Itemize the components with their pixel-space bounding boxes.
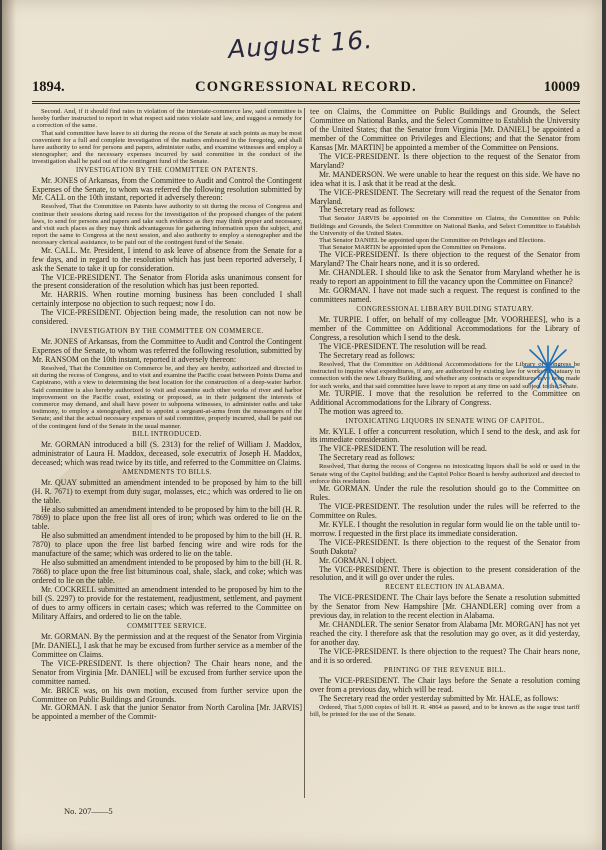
paragraph: The Secretary read as follows: <box>319 453 415 463</box>
paragraph: The VICE-PRESIDENT. Is there objection to the request of the Senator from South Dakota? <box>310 537 580 556</box>
paragraph: He also submitted an amendment intended to be proposed by him to the bill (H. R. 7870) to place upon the free list barbed fencing wire and wire rods for the manufacture of the same; which was ordered to lie on the table. <box>32 531 302 559</box>
paragraph: Mr. KYLE. I offer a concurrent resolution, which I send to the desk, and ask for its immediate consideration. <box>310 426 580 445</box>
section-heading: BILL INTRODUCED. <box>132 430 202 438</box>
paragraph: The VICE-PRESIDENT. The Chair lays before the Senate a resolution submitted by the Senator from New Hampshire [Mr. CHANDLER] coming over from a previous day, in relation to the recent election in Alabama. <box>310 593 580 621</box>
section-heading: RECENT ELECTION IN ALABAMA. <box>385 584 505 592</box>
paragraph: The VICE-PRESIDENT. There is objection to the present consideration of the resolution, and it will go over under the rules. <box>310 564 580 583</box>
paragraph: The Secretary read as follows: <box>319 205 415 215</box>
paragraph: He also submitted an amendment intended to be proposed by him to the bill (H. R. 7868) to place upon the free list bituminous coal, shale, slack, and coke; which was ordered to lie on the table. <box>32 558 302 586</box>
left-text-column <box>32 108 302 722</box>
page-fold-shadow <box>2 0 16 850</box>
section-heading: INVESTIGATION BY THE COMMITTEE ON COMMERCE. <box>70 328 264 336</box>
resolution-text: Ordered, That 5,000 copies of bill H. R. 4864 as passed, and to be known as the sugar trust tariff bill, be printed for the use of the Senate. <box>310 703 580 719</box>
paragraph: He also submitted an amendment intended to be proposed by him to the bill (H. R. 7869) to place upon the free list all ores of iron; which was ordered to lie on the table. <box>32 504 302 532</box>
handwritten-date-note: August 16. <box>227 24 375 65</box>
column-divider <box>304 108 305 798</box>
resolution-text: Resolved, That the Committee on Patents have authority to sit during the recess of Congress and continue their sessions during said recess for the investigation of the proposed changes of the patent laws, to send for persons and papers and take such evidence as they may think proper and necessary, and visit such places as they may think advantageous for gathering information upon the subject, and report the same to Congress at the next session, and also authority to employ a stenographer and the necessary clerical assistance, to be paid out of the contingent fund of the Senate. <box>32 203 302 247</box>
section-heading: INTOXICATING LIQUORS IN SENATE WING OF CAPITOL. <box>345 417 545 425</box>
resolution-text: Second. And, if it should find rates in violation of the interstate-commerce law, said committee is hereby further instructed to report in what respect said rates violate said law, and suggest a remedy for a correction of the same. <box>32 108 302 130</box>
paragraph: Mr. JONES of Arkansas, from the Committee to Audit and Control the Contingent Expenses of the Senate, to whom was referred the following resolution, submitted by Mr. RANSOM on the 10th instant, reported it adversely thereon: <box>32 337 302 365</box>
paragraph: The VICE-PRESIDENT. The Senator from Florida asks unanimous consent for the present consideration of the resolution which has just been reported. <box>32 272 302 291</box>
resolution-text: That Senator MARTIN be appointed upon the Committee on Pensions. <box>319 244 507 252</box>
paragraph: Mr. GORMAN. I object. <box>319 555 398 565</box>
page-footer: No. 207——5 <box>64 806 113 816</box>
paragraph: The VICE-PRESIDENT. Is there objection? The Chair hears none, and the Senator from Virginia [Mr. DANIEL] will be excused from further service upon the committee named. <box>32 658 302 686</box>
paragraph: The VICE-PRESIDENT. Is there objection to the request? The Chair hears none, and it is so ordered. <box>310 647 580 666</box>
header-year: 1894. <box>32 79 65 95</box>
document-page <box>2 0 602 850</box>
paragraph: Mr. GORMAN. By the permission and at the request of the Senator from Virginia [Mr. DANIEL], I ask that he may be excused from further service as a member of the Committee on Claims. <box>32 631 302 659</box>
paragraph: Mr. JONES of Arkansas, from the Committee to Audit and Control the Contingent Expenses of the Senate, to whom was referred the following resolution submitted by Mr. CALL on the 10th instant, reported it adversely thereon: <box>32 175 302 203</box>
paragraph: Mr. KYLE. I thought the resolution in regular form would lie on the table until to-morrow. I requested in the first place its immediate consideration. <box>310 519 580 538</box>
section-heading: PRINTING OF THE REVENUE BILL. <box>384 667 506 674</box>
paragraph: The VICE-PRESIDENT. Is there objection to the request of the Senator from Maryland? The Chair hears none, and it is so ordered. <box>310 250 580 269</box>
section-heading: CONGRESSIONAL LIBRARY BUILDING STATUARY. <box>356 306 534 314</box>
paragraph: The Secretary read as follows: <box>319 350 415 360</box>
paragraph: The VICE-PRESIDENT. Objection being made, the resolution can not now be considered. <box>32 308 302 327</box>
section-heading: INVESTIGATION BY THE COMMITTEE ON PATENTS. <box>76 166 258 174</box>
resolution-text: That said committee have leave to sit during the recess of the Senate at such points as may be most convenient for a full and complete investigation of the matters embraced in the foregoing, and shall have authority to send for persons and papers, administer oaths, and examine witnesses and employ a stenographer; and the necessary expenses incurred by said committee in the conduct of the investigation shall be paid out of the contingent fund of the Senate. <box>32 129 302 166</box>
paragraph: Mr. TURPIE. I move that the resolution be referred to the Committee on Additional Accommodations for the Library of Congress. <box>310 388 580 407</box>
paragraph: The VICE-PRESIDENT. The resolution will be read. <box>319 444 487 454</box>
paragraph: Mr. GORMAN. I have not made such a request. The request is confined to the committees named. <box>310 286 580 305</box>
resolution-text: Resolved, That during the recess of Congress no intoxicating liquors shall be sold or used in the Senate wing of the Capitol building; and the Capitol Police Board is hereby authorized and directed to enforce this resolution. <box>310 463 580 485</box>
paragraph: Mr. TURPIE. I offer, on behalf of my colleague [Mr. VOORHEES], who is a member of the Committee on Additional Accommodations for the Library of Congress, a resolution which I send to the desk. <box>310 315 580 343</box>
resolution-text: Resolved, That the Committee on Commerce be, and they are hereby, authorized and directed to sit during the recess of Congress, and to visit and examine the Pacific coast between Points Duma and Capistrano, with a view to determining the best location for the construction of a deep-water harbor. Said committee is also hereby authorized to visit and examine such other works of river and harbor improvement on the Pacific coast, existing or proposed, as in their judgment the interests of commerce may demand, and shall have power to subpoena witnesses, to administer oaths and take testimony, to employ a stenographer, and to appoint a sergeant-at-arms from the messengers of the Senate; and that the actual necessary expenses of said committee, properly incurred, shall be paid out of the contingent fund of the Senate in the usual manner. <box>32 365 302 430</box>
paragraph: Mr. GORMAN. I ask that the junior Senator from North Carolina [Mr. JARVIS] be appointed a member of the Commit- <box>32 703 302 722</box>
header-title: CONGRESSIONAL RECORD. <box>195 79 417 95</box>
paragraph: The VICE-PRESIDENT. The Chair lays before the Senate a resolution coming over from a previous day, which will be read. <box>310 675 580 694</box>
paragraph: Mr. GORMAN. Under the rule the resolution should go to the Committee on Rules. <box>310 483 580 502</box>
header-rule-thin <box>32 103 580 104</box>
resolution-text: Resolved, That the Committee on Additional Accommodations for the Library of Congress be instructed to inquire what expenditures, if any, are authorized by existing law for works of statuary in connection with the new Library Building, and whether any contracts or expenditures have been made for such works, and that said committee have leave to report at any time on said subject to the Senate. <box>310 360 580 390</box>
right-text-column <box>310 108 580 718</box>
paragraph: Mr. MANDERSON. We were unable to hear the request on this side. We have no idea what it is. I ask that it be read at the desk. <box>310 169 580 188</box>
header-page-number: 10009 <box>543 79 580 95</box>
paragraph: Mr. COCKRELL submitted an amendment intended to be proposed by him to the bill (S. 2297) to provide for the restatement, readjustment, settlement, and payment of dues to army officers in certain cases; which was referred to the Committee on Military Affairs, and ordered to lie on the table. <box>32 585 302 621</box>
paragraph: Mr. CHANDLER. I should like to ask the Senator from Maryland whether he is ready to report an appointment to fill the vacancy upon the Committee on Finance? <box>310 268 580 287</box>
paragraph: Mr. CALL. Mr. President, I intend to ask leave of absence from the Senate for a few days, and in regard to the resolution which has just been reported adversely, I ask the Senate to take it up for consideration. <box>32 245 302 273</box>
paragraph: The motion was agreed to. <box>319 406 403 416</box>
paragraph: Mr. CHANDLER. The senior Senator from Alabama [Mr. MORGAN] has not yet reached the city. I therefore ask that the resolution may go over, as it did yesterday, for another day. <box>310 620 580 648</box>
paragraph: The VICE-PRESIDENT. The resolution under the rules will be referred to the Committee on Rules. <box>310 501 580 520</box>
header-rule <box>32 101 580 102</box>
paragraph: The VICE-PRESIDENT. Is there objection to the request of the Senator from Maryland? <box>310 151 580 170</box>
paragraph: The VICE-PRESIDENT. The Secretary will read the request of the Senator from Maryland. <box>310 187 580 206</box>
section-heading: AMENDMENTS TO BILLS. <box>122 468 212 476</box>
paragraph: Mr. BRICE was, on his own motion, excused from further service upon the Committee on Public Buildings and Grounds. <box>32 685 302 704</box>
blue-asterisk-icon <box>518 344 578 390</box>
section-heading: COMMITTEE SERVICE. <box>127 622 207 630</box>
paragraph: The Secretary read the order yesterday submitted by Mr. HALE, as follows: <box>319 693 559 703</box>
resolution-text: That Senator JARVIS be appointed on the Committee on Claims, the Committee on Public Buildings and Grounds, the Select Committee on National Banks, and Select Committee to Establish the University of the United States. <box>310 215 580 237</box>
resolution-text: That Senator DANIEL be appointed upon the Committee on Privileges and Elections. <box>319 237 546 245</box>
paragraph: Mr. HARRIS. When routine morning business has been concluded I shall certainly interpose no objection to such request; now I do. <box>32 290 302 309</box>
paragraph: tee on Claims, the Committee on Public Buildings and Grounds, the Select Committee on National Banks, and the Select Committee to Establish the University of the United States; that the Senator from Virginia [Mr. DANIEL] be appointed a member of the Committee on Privileges and Elections; and that the Senator from Kansas [Mr. MARTIN] be appointed a member of the Committee on Pensions. <box>310 107 580 152</box>
page-header <box>32 79 580 101</box>
paragraph: Mr. GORMAN introduced a bill (S. 2313) for the relief of William J. Maddox, administrator of Laura H. Maddox, deceased, sole executrix of Joseph H. Maddox, deceased; which was read twice by its title, and referred to the Committee on Claims. <box>32 439 302 467</box>
paragraph: The VICE-PRESIDENT. The resolution will be read. <box>319 341 487 351</box>
paragraph: Mr. QUAY submitted an amendment intended to be proposed by him to the bill (H. R. 7671) to exempt from duty sugar, molasses, etc.; which was ordered to lie on the table. <box>32 477 302 505</box>
